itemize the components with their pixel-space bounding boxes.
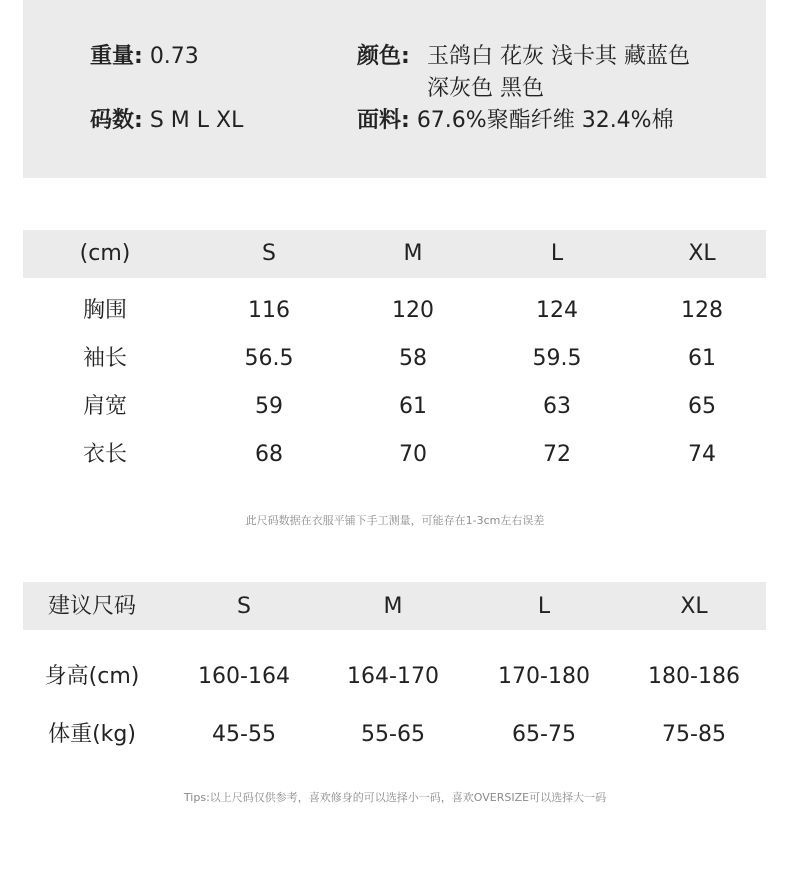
measure-row-label: 肩宽 [82,394,127,419]
weight-label: 重量: [90,44,143,69]
measure-cell: 61 [399,394,427,419]
measure-row-label: 衣长 [82,442,127,467]
recommend-cell: 164-170 [347,664,439,689]
measure-cell: 116 [248,298,290,323]
measure-cell: 72 [543,442,571,467]
recommend-header-m: M [383,594,403,619]
sizes-info [90,105,243,137]
recommend-cell: 45-55 [212,722,276,747]
recommend-note: Tips:以上尺码仅供参考，喜欢修身的可以选择小一码，喜欢OVERSIZE可以选择大一码 [183,791,607,804]
recommend-row-label: 体重(kg) [48,722,136,747]
recommend-cell: 65-75 [512,722,576,747]
recommend-cell: 160-164 [198,664,290,689]
recommend-cell: 180-186 [648,664,740,689]
measure-cell: 70 [399,442,427,467]
measure-note: 此尺码数据在衣服平铺下手工测量，可能存在1-3cm左右误差 [245,514,545,527]
sizes-label: 码数: [90,108,143,133]
measure-cell: 58 [399,346,427,371]
measure-cell: 59 [255,394,283,419]
recommend-row-label: 身高(cm) [44,664,140,689]
measure-cell: 124 [536,298,578,323]
measure-cell: 61 [688,346,716,371]
measure-cell: 65 [688,394,716,419]
measure-header-m: M [403,241,423,266]
measure-cell: 59.5 [532,346,582,371]
measure-cell: 120 [392,298,434,323]
recommend-cell: 55-65 [361,722,425,747]
measure-cell: 74 [688,442,716,467]
fabric-value: 67.6%聚酯纤维 32.4%棉 [416,108,674,133]
recommend-header-label: 建议尺码 [47,594,136,619]
recommend-header-l: L [537,594,551,619]
measure-header-s: S [262,241,276,266]
product-info-panel [23,0,766,178]
measure-row-label: 胸围 [82,298,127,323]
measure-header-unit: (cm) [79,241,131,266]
measure-cell: 56.5 [244,346,294,371]
recommend-cell: 170-180 [498,664,590,689]
recommend-header-s: S [237,594,251,619]
measure-cell: 68 [255,442,283,467]
sizes-value: S M L XL [149,108,244,133]
weight-info [90,41,199,73]
recommend-header-xl: XL [680,594,708,619]
measure-cell: 63 [543,394,571,419]
weight-value: 0.73 [149,44,199,69]
measure-header-l: L [550,241,564,266]
measure-cell: 128 [681,298,723,323]
fabric-label: 面料: [357,108,410,133]
colors-value: 玉鸽白 花灰 浅卡其 藏蓝色 深灰色 黑色 [427,44,690,101]
measure-header-xl: XL [688,241,716,266]
fabric-info [357,105,674,137]
measure-row-label: 袖长 [82,346,127,371]
colors-label: 颜色: [357,44,410,69]
recommend-cell: 75-85 [662,722,726,747]
colors-info [357,41,717,105]
